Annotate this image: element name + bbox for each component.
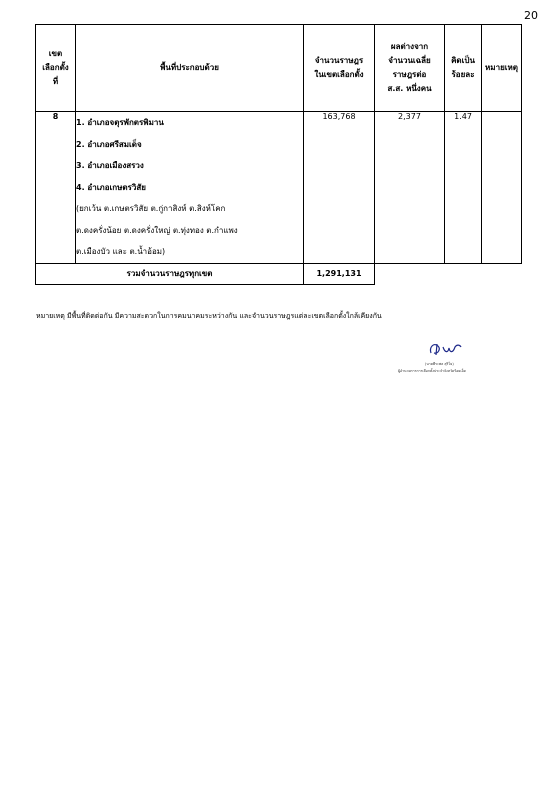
population-value: 163,768 xyxy=(304,112,375,264)
total-row xyxy=(36,263,522,284)
header-population xyxy=(304,25,375,112)
header-difference-line: ผลต่างจาก xyxy=(390,42,429,51)
header-difference-line: ราษฎรต่อ xyxy=(392,70,427,79)
header-note: หมายเหตุ xyxy=(482,25,522,112)
district-item: 4. อำเภอเกษตรวิสัย xyxy=(76,182,146,192)
remark-text: หมายเหตุ มีพื้นที่ติดต่อกัน มีความสะดวกในการคมนาคมระหว่างกัน และจำนวนราษฎรแต่ละเขตเลือกตั้งใกล้เคียงกัน xyxy=(36,312,382,320)
constituency-table xyxy=(35,24,522,285)
header-zone-line: ที่ xyxy=(52,77,59,86)
signature-mark xyxy=(425,338,465,360)
page-number: 20 xyxy=(524,9,538,22)
total-label: รวมจำนวนราษฎรทุกเขต xyxy=(36,263,304,284)
note-value xyxy=(482,112,522,264)
difference-value: 2,377 xyxy=(375,112,445,264)
empty-cell xyxy=(375,263,445,284)
header-area: พื้นที่ประกอบด้วย xyxy=(76,25,304,112)
area-cell xyxy=(76,112,304,264)
empty-cell xyxy=(482,263,522,284)
percent-value: 1.47 xyxy=(445,112,482,264)
signatory-name: (นายพีระพล สุริโย) xyxy=(425,362,454,366)
header-population-line: จำนวนราษฎร xyxy=(314,56,364,65)
header-zone-line: เขต xyxy=(48,49,63,58)
header-percent-line: คิดเป็น xyxy=(451,56,475,65)
header-percent xyxy=(445,25,482,112)
header-difference-line: จำนวนเฉลี่ย xyxy=(388,56,431,65)
table-row xyxy=(36,112,522,264)
district-item: 1. อำเภอจตุรพักตรพิมาน xyxy=(76,118,164,127)
exclusion-line: ต.เมืองบัว และ ต.น้ำอ้อม) xyxy=(76,247,166,256)
header-difference-line: ส.ส. หนึ่งคน xyxy=(387,84,432,93)
empty-cell xyxy=(445,263,482,284)
table-header-row xyxy=(36,25,522,112)
header-percent-line: ร้อยละ xyxy=(451,70,475,79)
total-value: 1,291,131 xyxy=(304,263,375,284)
signatory-position: ผู้อำนวยการการเลือกตั้งประจำจังหวัดร้อยเอ็ด xyxy=(398,369,466,373)
district-item: 3. อำเภอเมืองสรวง xyxy=(76,161,144,170)
header-population-line: ในเขตเลือกตั้ง xyxy=(314,70,364,79)
header-zone-line: เลือกตั้ง xyxy=(42,63,69,72)
header-zone xyxy=(36,25,76,112)
exclusion-line: (ยกเว้น ต.เกษตรวิสัย ต.กู่กาสิงห์ ต.สิงห์โคก xyxy=(76,204,226,213)
exclusion-line: ต.ดงครั่งน้อย ต.ดงครั่งใหญ่ ต.ทุ่งทอง ต.กำแพง xyxy=(76,225,238,235)
header-difference xyxy=(375,25,445,112)
zone-number: 8 xyxy=(36,112,76,264)
district-item: 2. อำเภอศรีสมเด็จ xyxy=(76,139,142,149)
